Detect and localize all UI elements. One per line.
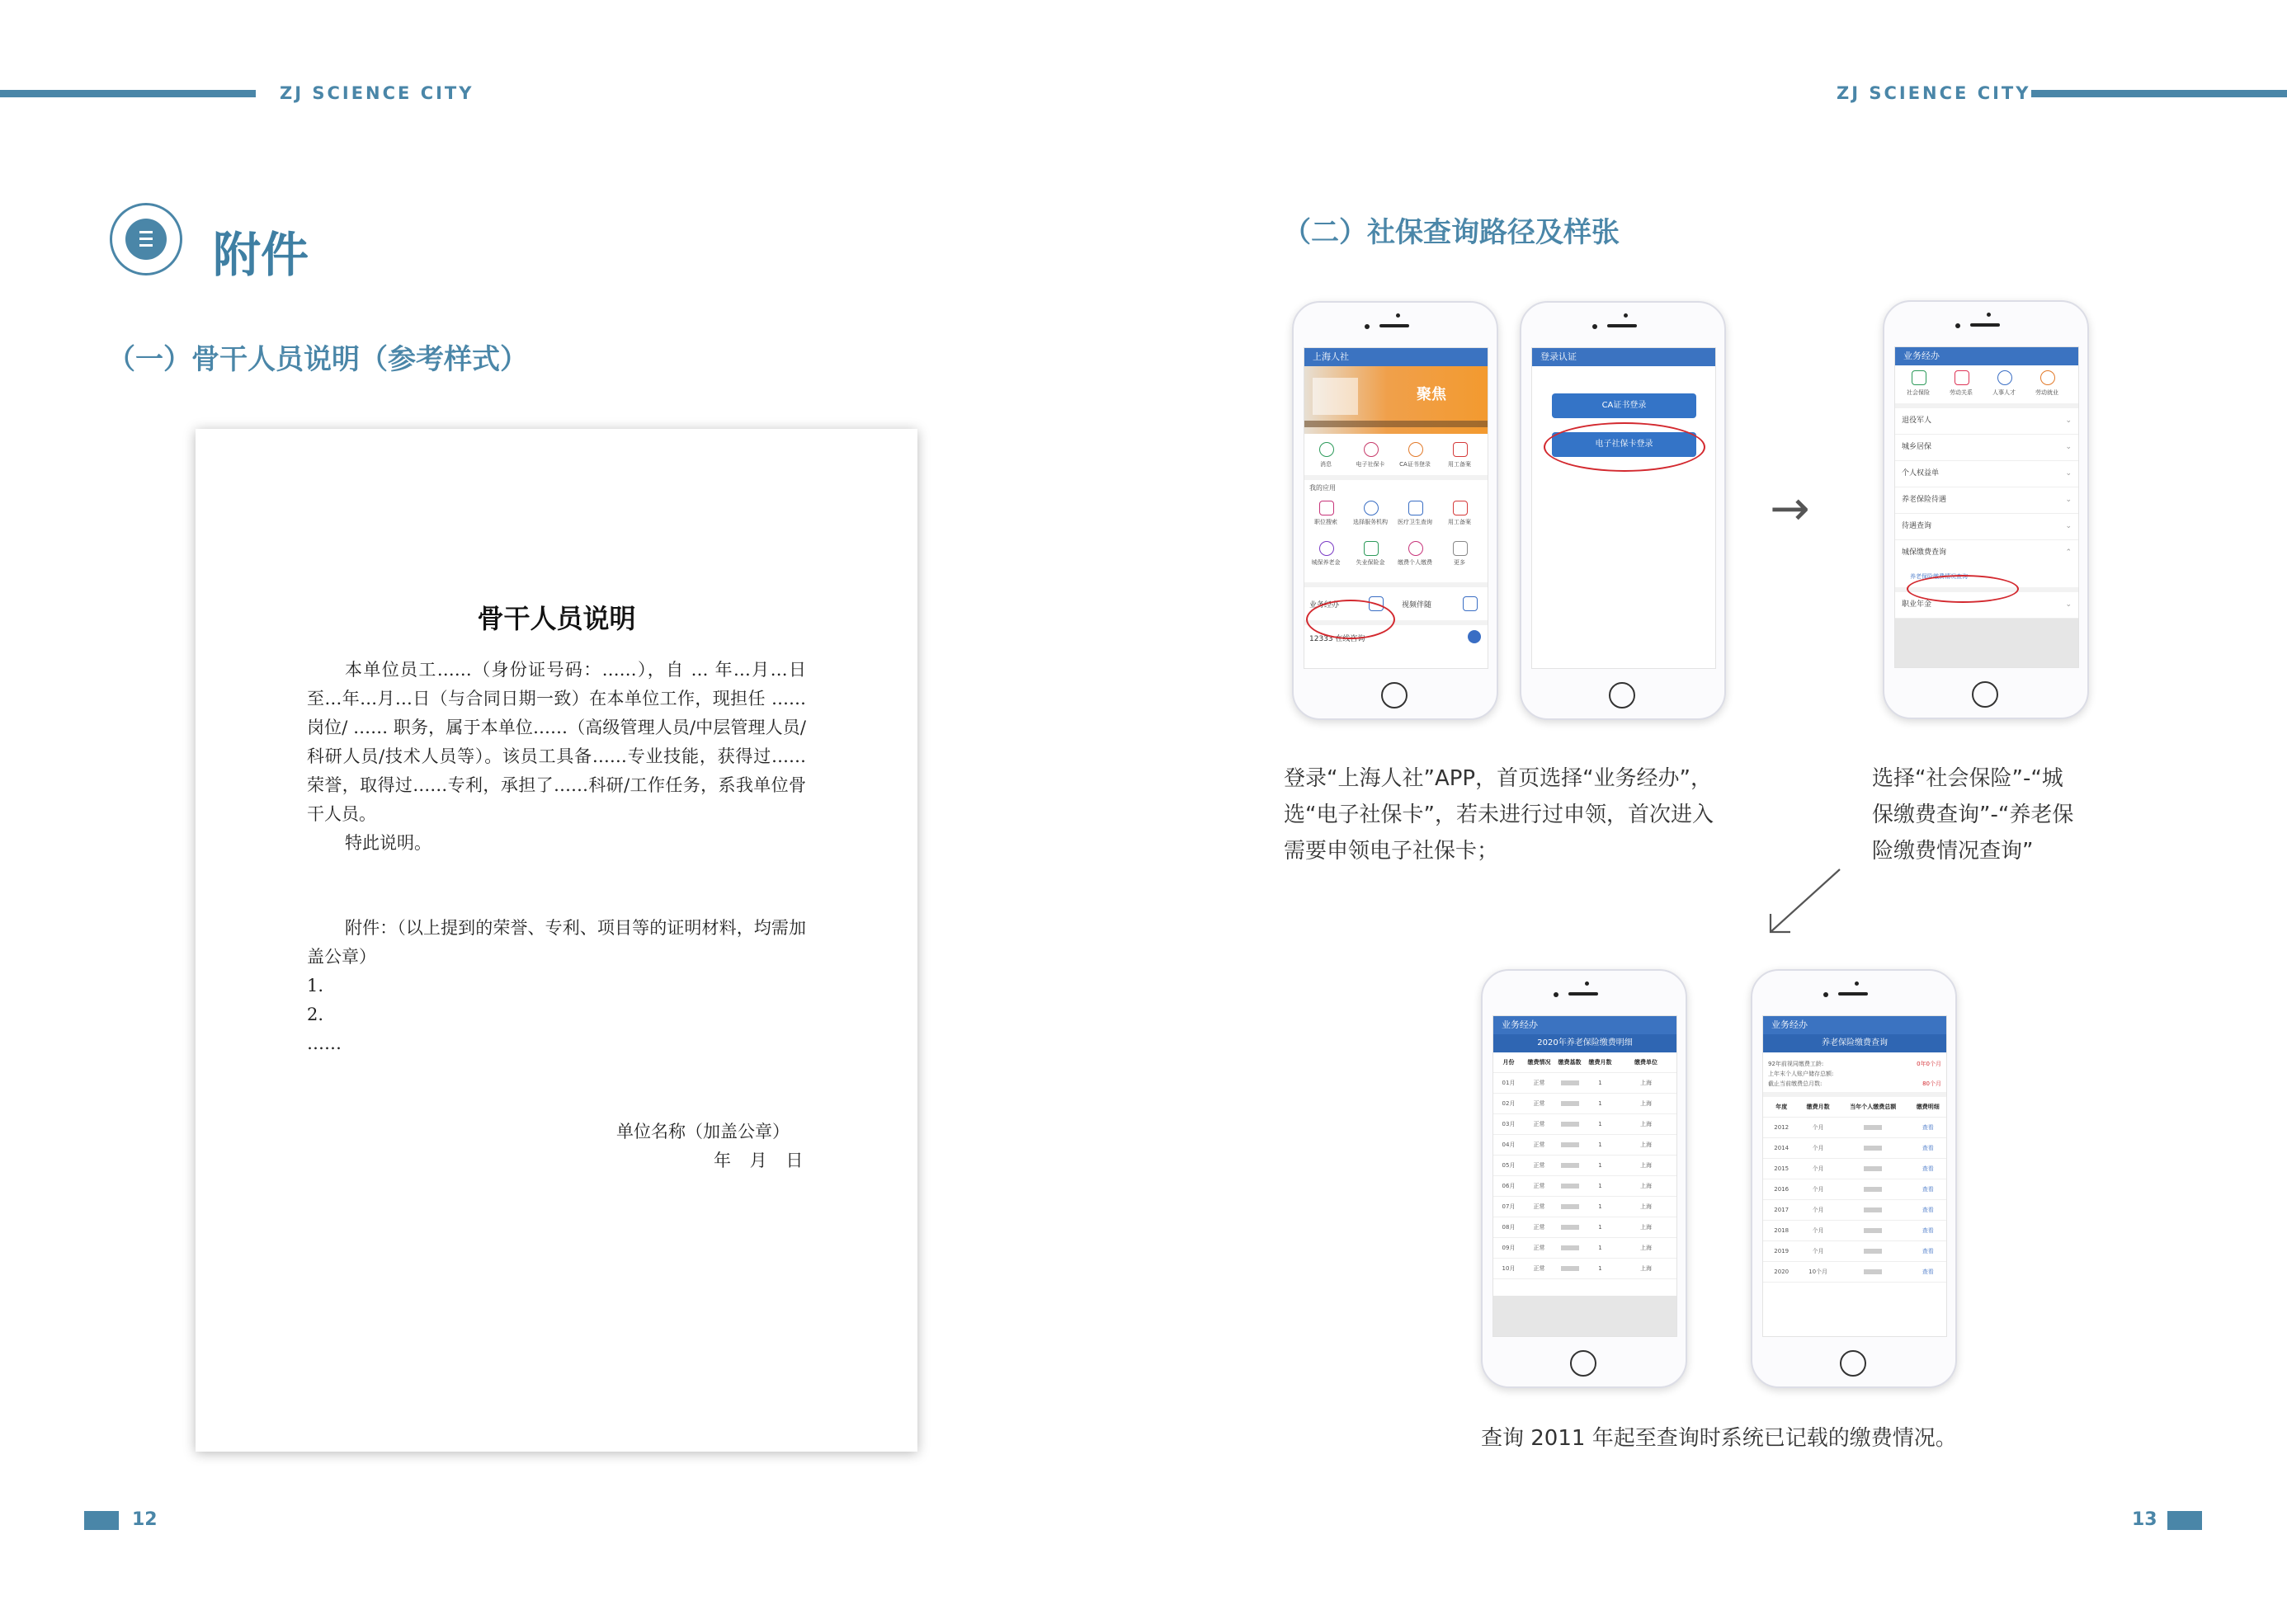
home-button[interactable]: [1972, 681, 1998, 708]
certificate-icon[interactable]: [1408, 442, 1423, 457]
home-button[interactable]: [1381, 682, 1408, 708]
employ-icon[interactable]: [1453, 442, 1468, 457]
view-link[interactable]: 查看: [1922, 1269, 1934, 1275]
my-apps-label: 我的应用: [1309, 484, 1336, 492]
app-icon[interactable]: [1408, 541, 1423, 556]
login-header: 登录认证: [1532, 348, 1715, 366]
detail-subheader: 2020年养老保险缴费明细: [1493, 1034, 1676, 1052]
doc-list-item-1: 1.: [307, 976, 324, 996]
menu-row[interactable]: 退役军人 ⌄: [1895, 408, 2078, 435]
sample-document: [196, 429, 917, 1452]
caption-step-1: 登录“上海人社”APP，首页选择“业务经办”， 选“电子社保卡”，若未进行过申领，首次进入 需要申领电子社保卡；: [1284, 766, 1714, 864]
icon-label: 用工备案: [1448, 461, 1471, 468]
section-title-1: （一）骨干人员说明（参考样式）: [107, 343, 528, 376]
doc-list-item-3: ……: [307, 1033, 342, 1053]
app-label: 缴费个人缴费: [1398, 559, 1432, 566]
app-label: 选择服务机构: [1353, 519, 1388, 525]
summary-header: 业务经办: [1763, 1016, 1946, 1034]
icon-label: 电子社保卡: [1356, 461, 1385, 468]
chart-icon: [1463, 596, 1478, 611]
app-label: 医疗卫生查询: [1398, 519, 1432, 525]
table-row: 2019 个月 查看: [1763, 1241, 1946, 1262]
table-row: 2016 个月 查看: [1763, 1179, 1946, 1200]
menu-row[interactable]: 养老保险待遇 ⌄: [1895, 487, 2078, 514]
doc-signature-unit: 单位名称（加盖公章）: [616, 1122, 790, 1142]
doc-attachment-note: 附件：（以上提到的荣誉、专利、项目等的证明材料，均需加盖公章）: [307, 918, 806, 967]
view-link[interactable]: 查看: [1922, 1248, 1934, 1254]
app-label: 更多: [1454, 559, 1465, 566]
app-icon[interactable]: [1364, 541, 1379, 556]
info-label: 上年末个人账户储存总额:: [1768, 1071, 1834, 1077]
doc-signature-date: 年 月 日: [714, 1151, 804, 1170]
phone-monthly-detail: [1481, 969, 1687, 1388]
arrow-down-left-icon: [1766, 866, 1844, 936]
view-link[interactable]: 查看: [1922, 1124, 1934, 1131]
card-icon[interactable]: [1364, 442, 1379, 457]
doc-paragraph-2: 特此说明。: [345, 833, 431, 853]
table-header: 年度 缴费月数 当年个人缴费总额 缴费明细: [1763, 1097, 1946, 1118]
summary-subheader: 养老保险缴费查询: [1763, 1034, 1946, 1052]
menu-row[interactable]: 个人权益单 ⌄: [1895, 461, 2078, 487]
highlight-circle: [1306, 600, 1395, 639]
phone-login-screen: [1520, 301, 1726, 720]
doc-list-item-2: 2.: [307, 1005, 324, 1024]
view-link[interactable]: 查看: [1922, 1186, 1934, 1193]
message-icon[interactable]: [1319, 442, 1334, 457]
table-row: 08月 正常 1 上海: [1493, 1217, 1676, 1238]
section-title-2: （二）社保查询路径及样张: [1283, 216, 1620, 249]
app-label: 职位搜索: [1314, 519, 1337, 525]
phone-business-screen: [1883, 300, 2089, 719]
worker-icon[interactable]: [2040, 370, 2055, 385]
table-row: 06月 正常 1 上海: [1493, 1176, 1676, 1197]
icon-label: 消息: [1320, 461, 1332, 468]
info-value: 80个月: [1922, 1080, 1941, 1087]
view-link[interactable]: 查看: [1922, 1145, 1934, 1151]
home-button[interactable]: [1570, 1350, 1596, 1377]
page-number-right: 13: [2132, 1509, 2157, 1530]
app-icon[interactable]: [1319, 541, 1334, 556]
table-row: 2020 10个月 查看: [1763, 1262, 1946, 1283]
arrow-right-icon: →: [1770, 480, 1810, 536]
header-bar-left: [0, 90, 256, 97]
page-number-box-right: [2167, 1511, 2202, 1530]
table-header: 月份 缴费情况 缴费基数 缴费月数 缴费单位: [1493, 1052, 1676, 1073]
tab-label: 劳动就业: [2035, 389, 2058, 396]
phone-home-screen: [1292, 301, 1498, 720]
app-icon[interactable]: [1319, 501, 1334, 515]
ecard-login-button[interactable]: 电子社保卡登录: [1552, 432, 1696, 457]
hotline-text[interactable]: 12333 在线咨询: [1309, 635, 1365, 643]
highlight-circle: [1544, 422, 1705, 472]
service-icon[interactable]: [1468, 630, 1481, 643]
table-row: 09月 正常 1 上海: [1493, 1238, 1676, 1259]
video-button[interactable]: 视频伴随: [1402, 601, 1432, 610]
tab-label: 劳动关系: [1950, 389, 1973, 396]
table-row: 07月 正常 1 上海: [1493, 1197, 1676, 1217]
page-number-box-left: [84, 1511, 119, 1530]
more-icon[interactable]: [1453, 541, 1468, 556]
menu-row[interactable]: 职业年金 ⌄: [1895, 592, 2078, 619]
table-row: 02月 正常 1 上海: [1493, 1094, 1676, 1114]
info-label: 截止当前缴费总月数:: [1768, 1080, 1823, 1087]
table-row: 2012 个月 查看: [1763, 1118, 1946, 1138]
doc-title: 骨干人员说明: [477, 603, 636, 634]
app-header: 上海人社: [1304, 348, 1488, 366]
table-row: 2018 个月 查看: [1763, 1221, 1946, 1241]
case-icon[interactable]: [1955, 370, 1969, 385]
business-header: 业务经办: [1895, 347, 2078, 365]
app-icon[interactable]: [1408, 501, 1423, 515]
info-label: 92年前视同缴费工龄:: [1768, 1061, 1824, 1067]
table-row: 10月 正常 1 上海: [1493, 1259, 1676, 1279]
caption-step-3: 查询 2011 年起至查询时系统已记载的缴费情况。: [1481, 1426, 1957, 1451]
caption-step-2: 选择“社会保险”-“城 保缴费查询”-“养老保 险缴费情况查询”: [1872, 766, 2074, 864]
view-link[interactable]: 查看: [1922, 1165, 1934, 1172]
home-button[interactable]: [1840, 1350, 1866, 1377]
pension-query-link[interactable]: 养老保险缴费情况查询: [1895, 566, 2078, 592]
document-icon: [110, 203, 182, 275]
info-value: 0年0个月: [1917, 1061, 1941, 1067]
menu-row[interactable]: 城保缴费查询 ⌃: [1902, 548, 2072, 557]
table-row: 2014 个月 查看: [1763, 1138, 1946, 1159]
tab-label: 人事人才: [1992, 389, 2016, 396]
app-label: 失业保险金: [1356, 559, 1385, 566]
table-row: 2015 个月 查看: [1763, 1159, 1946, 1179]
doc-paragraph-1: 本单位员工……（身份证号码：……），自 … 年…月…日至…年…月…日（与合同日期一致）在本单位工作，现担任 …… 岗位/ …… 职务，属于本单位……（高级管理人员/中层管理人员/科研人员/技术人员等）。该员工具备……专业技能，获得过……荣誉，取得过……专利，承担了……科研/工作任务，系我单位骨干人员。: [307, 660, 806, 824]
person-icon[interactable]: [1997, 370, 2012, 385]
detail-header: 业务经办: [1493, 1016, 1676, 1034]
brand-left: ZJ SCIENCE CITY: [280, 83, 474, 103]
shield-icon[interactable]: [1912, 370, 1926, 385]
table-row: 03月 正常 1 上海: [1493, 1114, 1676, 1135]
menu-row[interactable]: 城乡居保 ⌄: [1895, 435, 2078, 461]
ca-login-button[interactable]: CA证书登录: [1552, 393, 1696, 418]
app-icon[interactable]: [1453, 501, 1468, 515]
app-label: 城保养老金: [1311, 559, 1341, 566]
view-link[interactable]: 查看: [1922, 1227, 1934, 1234]
icon-label: CA证书登录: [1399, 461, 1431, 468]
header-bar-right: [2031, 90, 2287, 97]
menu-row[interactable]: 待遇查询 ⌄: [1895, 514, 2078, 540]
banner-text: 聚焦: [1417, 386, 1446, 403]
app-label: 用工备案: [1448, 519, 1471, 525]
app-icon[interactable]: [1364, 501, 1379, 515]
tab-label: 社会保险: [1907, 389, 1930, 396]
page-number-left: 12: [132, 1509, 158, 1530]
home-button[interactable]: [1609, 682, 1635, 708]
business-button[interactable]: 业务经办: [1309, 601, 1340, 610]
page-title: 附件: [213, 227, 309, 283]
phone-pension-summary: [1751, 969, 1957, 1388]
table-row: 05月 正常 1 上海: [1493, 1156, 1676, 1176]
table-row: 2017 个月 查看: [1763, 1200, 1946, 1221]
highlight-circle: [1907, 575, 2019, 603]
view-link[interactable]: 查看: [1922, 1207, 1934, 1213]
app-banner: [1304, 366, 1488, 434]
table-row: 01月 正常 1 上海: [1493, 1073, 1676, 1094]
table-row: 04月 正常 1 上海: [1493, 1135, 1676, 1156]
brand-right: ZJ SCIENCE CITY: [1837, 83, 2031, 103]
